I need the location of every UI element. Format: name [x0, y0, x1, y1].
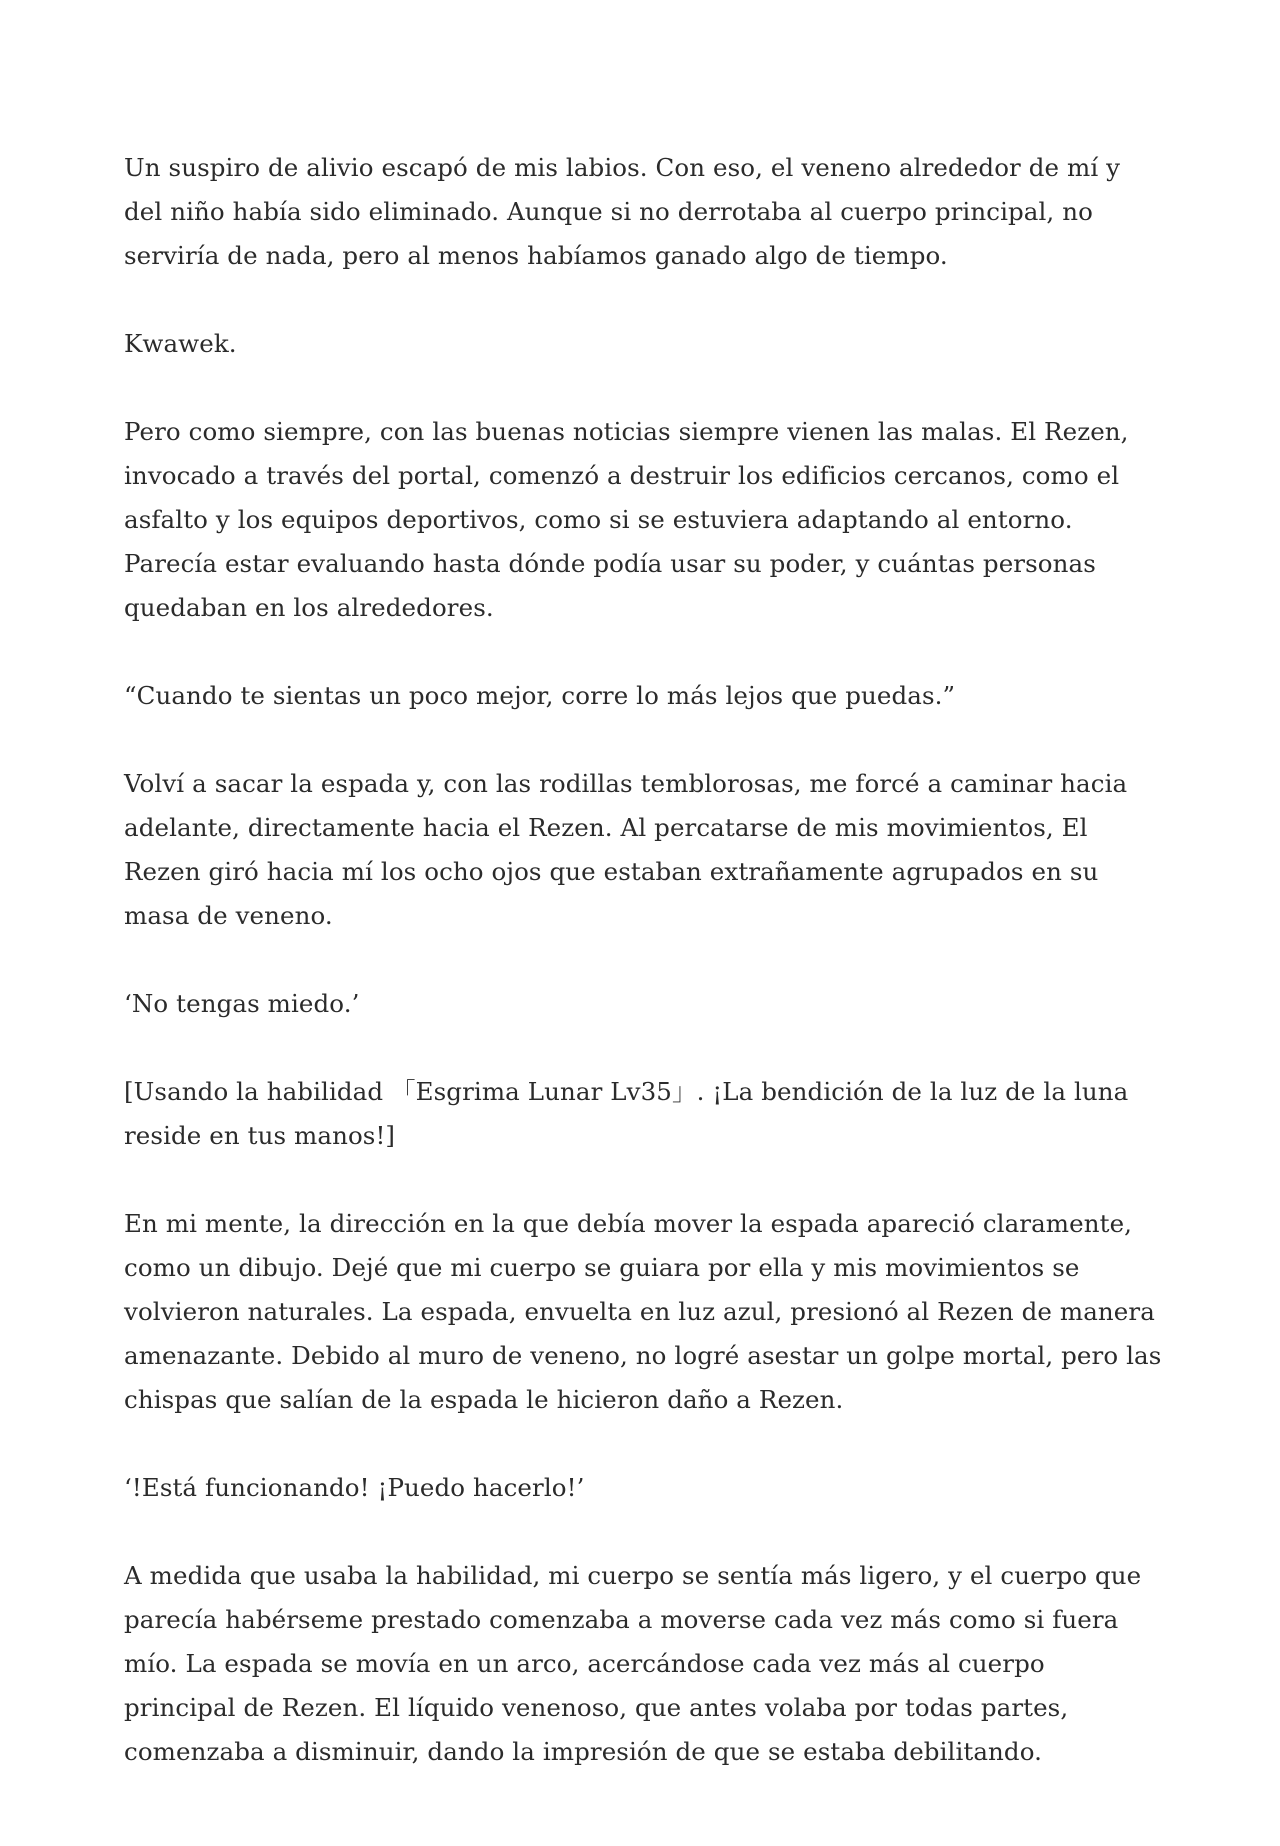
paragraph-2: Kwawek. — [124, 329, 237, 358]
paragraph-6: ‘No tengas miedo.’ — [124, 989, 360, 1018]
paragraph-5: Volví a sacar la espada y, con las rodillas temblorosas, me forcé a caminar hacia adelante, directamente hacia el Rezen. Al percatarse de mis movimientos, El Rezen giró hacia mí los ocho ojos que estaban extrañamente agrupados en su masa de veneno. — [124, 769, 1128, 930]
paragraph-4: “Cuando te sientas un poco mejor, corre lo más lejos que puedas.” — [124, 681, 956, 710]
paragraph-8: En mi mente, la dirección en la que debía mover la espada apareció claramente, como un dibujo. Dejé que mi cuerpo se guiara por ella y mis movimientos se volvieron naturales. La espada, envuelta en luz azul, presionó al Rezen de manera amenazante. Debido al muro de veneno, no logré asestar un golpe mortal, pero las chispas que salían de la espada le hicieron daño a Rezen. — [124, 1209, 1162, 1414]
document-page — [124, 146, 1164, 1774]
paragraph-7: [Usando la habilidad 「Esgrima Lunar Lv35」. ¡La bendición de la luz de la luna reside en tus manos!] — [124, 1077, 1129, 1150]
paragraph-10: A medida que usaba la habilidad, mi cuerpo se sentía más ligero, y el cuerpo que parecía habérseme prestado comenzaba a moverse cada vez más como si fuera mío. La espada se movía en un arco, acercándose cada vez más al cuerpo principal de Rezen. El líquido venenoso, que antes volaba por todas partes, comenzaba a disminuir, dando la impresión de que se estaba debilitando. — [124, 1561, 1142, 1766]
paragraph-9: ‘!Está funcionando! ¡Puedo hacerlo!’ — [124, 1473, 585, 1502]
paragraph-1: Un suspiro de alivio escapó de mis labios. Con eso, el veneno alrededor de mí y del niño había sido eliminado. Aunque si no derrotaba al cuerpo principal, no serviría de nada, pero al menos habíamos ganado algo de tiempo. — [124, 153, 1121, 270]
paragraph-3: Pero como siempre, con las buenas noticias siempre vienen las malas. El Rezen, invocado a través del portal, comenzó a destruir los edificios cercanos, como el asfalto y los equipos deportivos, como si se estuviera adaptando al entorno. Parecía estar evaluando hasta dónde podía usar su poder, y cuántas personas quedaban en los alrededores. — [124, 417, 1129, 622]
